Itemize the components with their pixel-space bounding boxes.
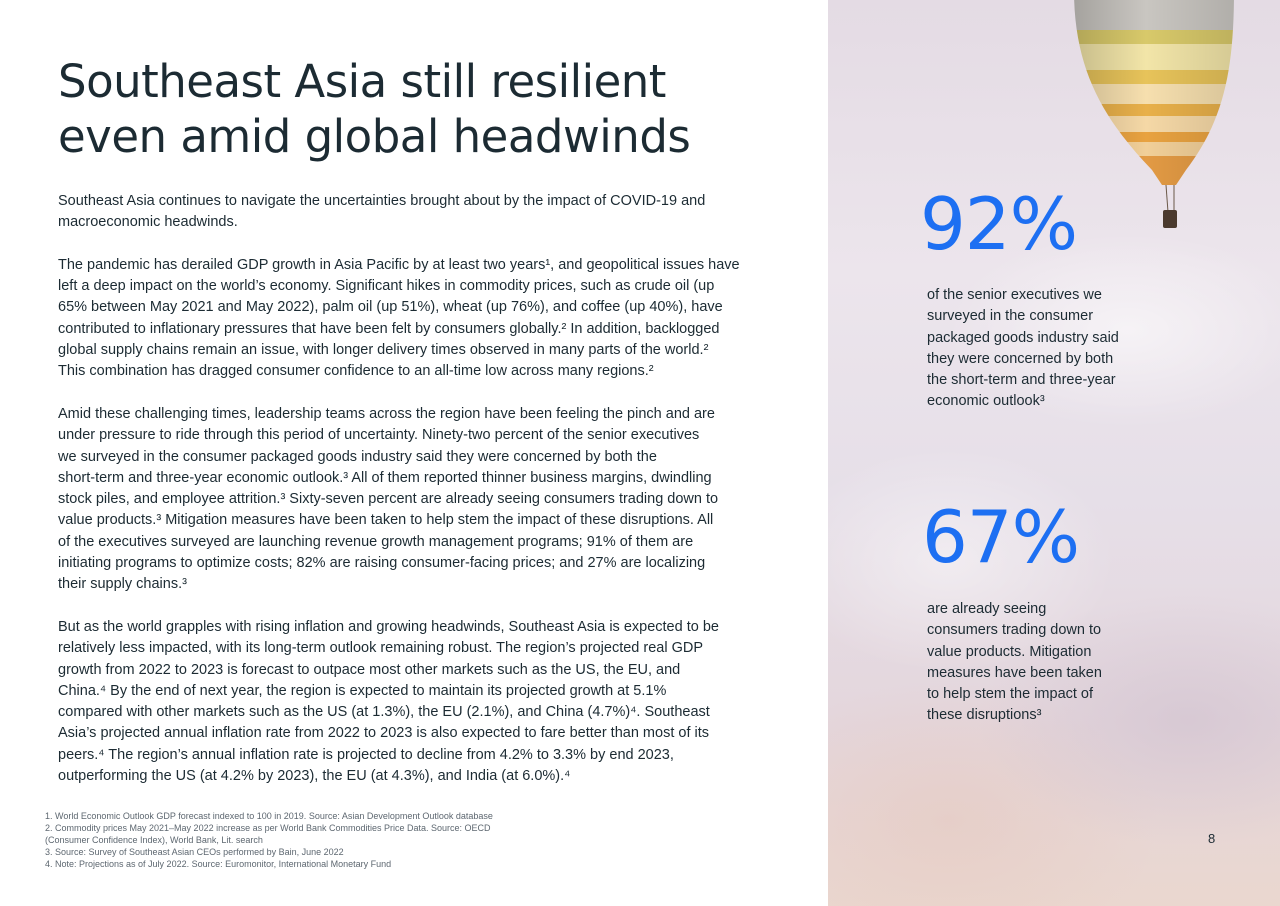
text-line: to help stem the impact of — [927, 686, 1094, 703]
text-line: they were concerned by both — [927, 350, 1114, 367]
text-line: are already seeing — [927, 601, 1047, 617]
text-line: This combination has dragged consumer confidence to an all-time low across many regions.² — [58, 363, 654, 380]
text-line: relatively less impacted, with its long-term outlook remaining robust. The region’s projected real GDP — [58, 640, 704, 657]
text-line: macroeconomic headwinds. — [58, 214, 238, 231]
text-line: measures have been taken — [927, 664, 1102, 681]
text-line: peers.⁴ The region’s annual inflation rate is projected to decline from 4.2% to 3.3% by end 2023, — [58, 746, 674, 763]
text-line: Amid these challenging times, leadership teams across the region have been feeling the pinch and are — [58, 405, 715, 422]
paragraph-outlook — [58, 617, 783, 787]
text-line: the short-term and three-year — [927, 372, 1116, 389]
text-line: China.⁴ By the end of next year, the region is expected to maintain its projected growth at 5.1% — [58, 682, 667, 699]
text-line: economic outlook³ — [927, 393, 1045, 410]
stat-description-92 — [927, 285, 1119, 413]
text-line: growth from 2022 to 2023 is forecast to outpace most other markets such as the US, the EU, and — [58, 661, 681, 678]
text-line: Asia’s projected annual inflation rate from 2022 to 2023 is also expected to fare better than most of its — [58, 725, 710, 742]
text-line: value products. Mitigation — [927, 643, 1092, 660]
stat-value-67: 67% — [922, 495, 1080, 579]
text-line: outperforming the US (at 4.2% by 2023), the EU (at 4.3%), and India (at 6.0%).⁴ — [58, 768, 571, 785]
footnote: 3. Source: Survey of Southeast Asian CEOs performed by Bain, June 2022 — [45, 847, 344, 857]
text-line: 65% between May 2021 and May 2022), palm oil (up 51%), wheat (up 76%), and coffee (up 40%), have — [58, 299, 723, 316]
text-line: consumers trading down to — [927, 622, 1102, 639]
text-line: of the executives surveyed are launching revenue growth management programs; 91% of them are — [58, 533, 694, 550]
paragraph-intro — [58, 191, 783, 234]
text-line: packaged goods industry said — [927, 329, 1119, 346]
footnotes — [45, 810, 565, 870]
stat-value-92: 92% — [920, 182, 1078, 266]
title-line-2: even amid global headwinds — [58, 110, 691, 163]
title-line-1: Southeast Asia still resilient — [58, 55, 666, 108]
text-line: contributed to inflationary pressures that have been felt by consumers globally.² In addition, backlogged — [58, 320, 720, 337]
text-line: Southeast Asia continues to navigate the uncertainties brought about by the impact of COVID-19 and — [58, 193, 706, 209]
text-line: But as the world grapples with rising inflation and growing headwinds, Southeast Asia is expected to be — [58, 618, 719, 635]
text-line: short-term and three-year economic outlook.³ All of them reported thinner business margins, dwindling — [58, 469, 712, 486]
page-number: 8 — [1208, 831, 1216, 846]
text-line: surveyed in the consumer — [927, 308, 1094, 325]
page-title — [58, 54, 798, 164]
text-line: left a deep impact on the world’s economy. Significant hikes in commodity prices, such as crude oil (up — [58, 278, 715, 295]
text-line: stock piles, and employee attrition.³ Sixty-seven percent are already seeing consumers trading down to — [58, 491, 719, 508]
footnote: 4. Note: Projections as of July 2022. Source: Euromonitor, International Monetary Fund — [45, 859, 392, 869]
footnote: 2. Commodity prices May 2021–May 2022 increase as per World Bank Commodities Price Data. Source: OECD — [45, 823, 491, 833]
stat-description-67 — [927, 599, 1102, 727]
text-line: initiating programs to optimize costs; 82% are raising consumer-facing prices; and 27% are localizing — [58, 555, 706, 572]
footnote: (Consumer Confidence Index), World Bank, Lit. search — [45, 835, 263, 845]
text-line: The pandemic has derailed GDP growth in Asia Pacific by at least two years¹, and geopolitical issues have — [58, 256, 740, 273]
paragraph-leadership — [58, 404, 783, 596]
footnote-list — [45, 810, 565, 870]
text-line: their supply chains.³ — [58, 576, 187, 593]
hot-air-balloon-image — [1074, 0, 1234, 250]
text-line: global supply chains remain an issue, with longer delivery times observed in many parts of the world.² — [58, 342, 709, 359]
text-line: value products.³ Mitigation measures have been taken to help stem the impact of these disruptions. All — [58, 512, 714, 529]
text-line: under pressure to ride through this period of uncertainty. Ninety-two percent of the senior executives — [58, 427, 700, 444]
text-line: we surveyed in the consumer packaged goods industry said they were concerned by both the — [58, 448, 657, 465]
text-line: of the senior executives we — [927, 287, 1102, 303]
sky-image-panel — [828, 0, 1280, 906]
text-line: compared with other markets such as the US (at 1.3%), the EU (2.1%), and China (4.7%)⁴. Southeast — [58, 704, 710, 721]
paragraph-pandemic — [58, 255, 783, 383]
body-text — [58, 191, 783, 809]
text-line: these disruptions³ — [927, 707, 1042, 724]
footnote: 1. World Economic Outlook GDP forecast indexed to 100 in 2019. Source: Asian Development Outlook database — [45, 811, 493, 821]
